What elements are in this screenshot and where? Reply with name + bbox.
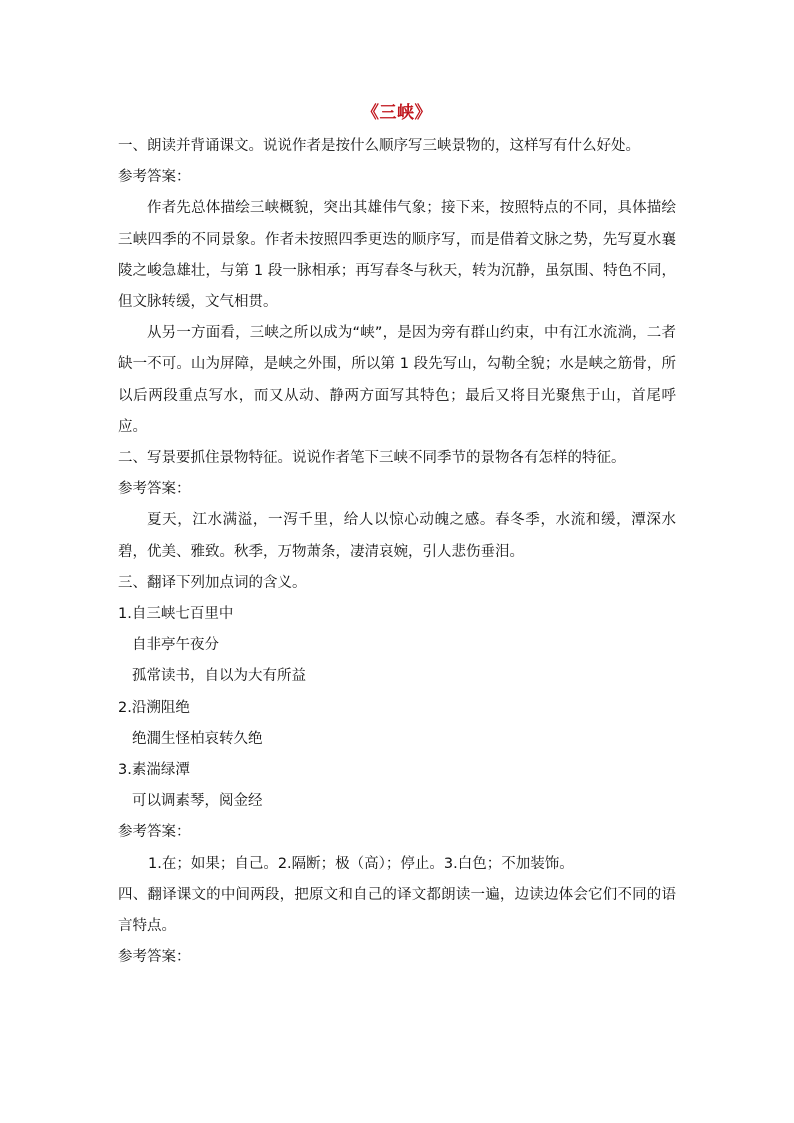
q3-item-2-a: 2.沿溯阻绝 [118, 699, 190, 716]
question-1: 一、朗读并背诵课文。说说作者是按什么顺序写三峡景物的，这样写有什么好处。 [118, 138, 640, 154]
q3-item-1-b: 自非亭午夜分 [132, 637, 219, 654]
answer-label-1: 参考答案： [118, 169, 191, 186]
q3-item-2-b: 绝㵎生怪柏哀转久绝 [132, 730, 263, 747]
q3-item-1-c: 孤常读书，自以为大有所益 [132, 668, 306, 685]
answer-2-paragraph-1: 夏天，江水满溢，一泻千里，给人以惊心动魄之感。春冬季，水流和缓，潭深水碧，优美、雅致。秋季，万物萧条，凄清哀婉，引人悲伤垂泪。 [118, 512, 676, 560]
question-3: 三、翻译下列加点词的含义。 [118, 574, 307, 591]
q3-item-1-a: 1.自三峡七百里中 [118, 606, 234, 623]
q3-item-3-b: 可以调素琴，阅金经 [132, 793, 263, 810]
question-4: 四、翻译课文的中间两段，把原文和自己的译文都朗读一遍，边读边体会它们不同的语言特点。 [118, 886, 676, 935]
q3-item-3-a: 3.素湍绿潭 [118, 762, 190, 779]
answer-label-3: 参考答案： [118, 824, 191, 841]
answer-1-paragraph-2: 从另一方面看，三峡之所以成为“峡”，是因为旁有群山约束，中有江水流淌，二者缺一不可。山为屏障，是峡之外围，所以第 1 段先写山，勾勒全貌；水是峡之筋骨，所以后两段重点写水，而又从动、静两方面写其特色；最后又将目光聚焦于山，首尾呼应。 [118, 325, 676, 435]
answer-label-2: 参考答案： [118, 481, 191, 498]
document-title: 《三峡》 [362, 103, 432, 123]
answer-3-text: 1.在；如果；自己。2.隔断；极（高）；停止。3.白色；不加装饰。 [148, 855, 574, 872]
answer-1-paragraph-1: 作者先总体描绘三峡概貌，突出其雄伟气象；接下来，按照特点的不同，具体描绘三峡四季的不同景象。作者未按照四季更迭的顺序写，而是借着文脉之势，先写夏水襄陵之峻急雄壮，与第 1 段一脉相承；再写春冬与秋天，转为沉静，虽氛围、特色不同，但文脉转缓，文气相贯。 [118, 200, 676, 311]
answer-label-4: 参考答案： [118, 949, 191, 966]
question-2: 二、写景要抓住景物特征。说说作者笔下三峡不同季节的景物各有怎样的特征。 [118, 450, 626, 467]
